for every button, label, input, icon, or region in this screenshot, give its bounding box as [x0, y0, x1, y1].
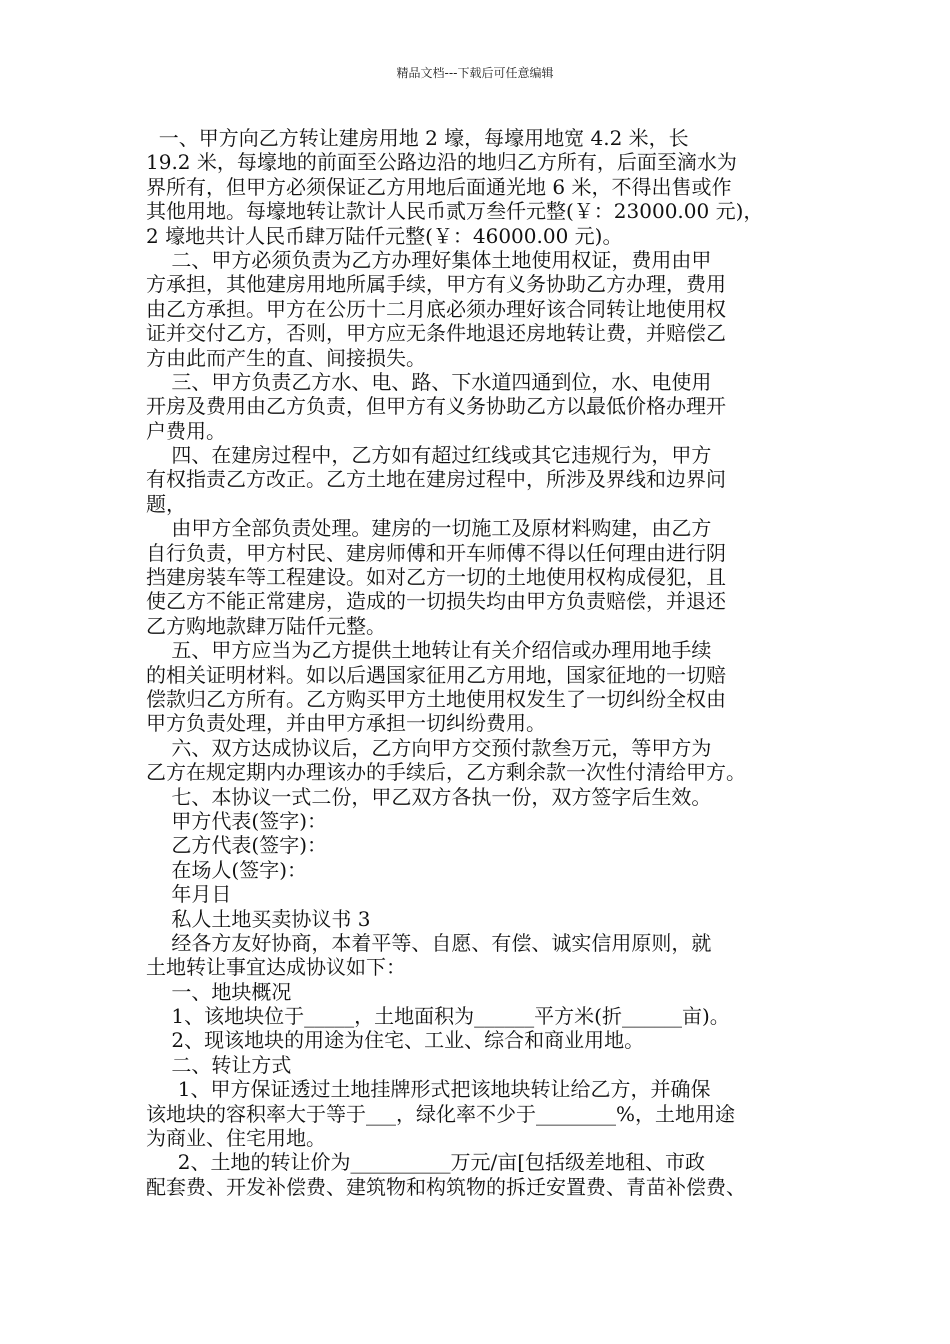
- document-line: 私人土地买卖协议书 3: [146, 906, 371, 931]
- document-line: 1、该地块位于_____，土地面积为______平方米(折______亩)。: [146, 1004, 730, 1029]
- document-line: 乙方代表(签字)：: [146, 833, 328, 858]
- document-line: 二、甲方必须负责为乙方办理好集体土地使用权证，费用由甲: [146, 247, 712, 272]
- document-line: 证并交付乙方，否则，甲方应无条件地退还房地转让费，并赔偿乙: [146, 321, 726, 346]
- document-line: 有权指责乙方改正。乙方土地在建房过程中，所涉及界线和边界问: [146, 467, 726, 492]
- document-line: 为商业、住宅用地。: [146, 1126, 326, 1151]
- document-line: 该地块的容积率大于等于___，绿化率不少于________%，土地用途: [146, 1101, 736, 1126]
- document-line: 一、地块概况: [146, 979, 292, 1004]
- document-line: 由甲方全部负责处理。建房的一切施工及原材料购建，由乙方: [146, 516, 712, 541]
- document-line: 土地转让事宜达成协议如下：: [146, 955, 406, 980]
- document-line: 使乙方不能正常建房，造成的一切损失均由甲方负责赔偿，并退还: [146, 589, 726, 614]
- document-line: 甲方负责处理，并由甲方承担一切纠纷费用。: [146, 711, 546, 736]
- document-line: 经各方友好协商，本着平等、自愿、有偿、诚实信用原则，就: [146, 930, 712, 955]
- document-line: 19.2 米，每壕地的前面至公路边沿的地归乙方所有，后面至滴水为: [146, 150, 737, 175]
- document-line: 1、甲方保证透过土地挂牌形式把该地块转让给乙方，并确保: [146, 1077, 711, 1102]
- document-line: 的相关证明材料。如以后遇国家征用乙方用地，国家征地的一切赔: [146, 662, 726, 687]
- document-line: 偿款归乙方所有。乙方购买甲方土地使用权发生了一切纠纷全权由: [146, 686, 726, 711]
- document-line: 五、甲方应当为乙方提供土地转让有关介绍信或办理用地手续: [146, 638, 712, 663]
- document-line: 2 壕地共计人民币肆万陆仟元整(￥：46000.00 元)。: [146, 223, 623, 248]
- document-line: 自行负责，甲方村民、建房师傅和开车师傅不得以任何理由进行阴: [146, 540, 726, 565]
- document-line: 二、转让方式: [146, 1052, 292, 1077]
- document-line: 七、本协议一式二份，甲乙双方各执一份，双方签字后生效。: [146, 784, 712, 809]
- document-line: 乙方在规定期内办理该办的手续后，乙方剩余款一次性付清给甲方。: [146, 760, 746, 785]
- document-line: 乙方购地款肆万陆仟元整。: [146, 613, 386, 638]
- document-line: 三、甲方负责乙方水、电、路、下水道四通到位，水、电使用: [146, 369, 712, 394]
- document-line: 四、在建房过程中，乙方如有超过红线或其它违规行为，甲方: [146, 443, 712, 468]
- document-line: 其他用地。每壕地转让款计人民币贰万叁仟元整(￥：23000.00 元)，: [146, 199, 764, 224]
- document-line: 六、双方达成协议后，乙方向甲方交预付款叁万元，等甲方为: [146, 735, 712, 760]
- document-line: 界所有，但甲方必须保证乙方用地后面通光地 6 米，不得出售或作: [146, 174, 732, 199]
- document-line: 2、土地的转让价为__________万元/亩[包括级差地租、市政: [146, 1150, 706, 1175]
- document-line: 年月日: [146, 882, 232, 907]
- document-line: 甲方代表(签字)：: [146, 808, 328, 833]
- document-line: 户费用。: [146, 418, 226, 443]
- document-line: 一、甲方向乙方转让建房用地 2 壕，每壕用地宽 4.2 米，长: [146, 126, 689, 150]
- document-line: 开房及费用由乙方负责，但甲方有义务协助乙方以最低价格办理开: [146, 394, 726, 419]
- document-body: [146, 126, 816, 1199]
- page-header: 精品文档---下载后可任意编辑: [396, 66, 554, 80]
- document-line: 方由此而产生的直、间接损失。: [146, 345, 426, 370]
- document-line: 由乙方承担。甲方在公历十二月底必须办理好该合同转让地使用权: [146, 296, 726, 321]
- document-line: 2、现该地块的用途为住宅、工业、综合和商业用地。: [146, 1028, 645, 1053]
- document-line: 题，: [146, 491, 186, 516]
- document-line: 方承担，其他建房用地所属手续，甲方有义务协助乙方办理，费用: [146, 272, 726, 297]
- document-line: 挡建房装车等工程建设。如对乙方一切的土地使用权构成侵犯，且: [146, 565, 726, 590]
- document-line: 配套费、开发补偿费、建筑物和构筑物的拆迁安置费、青苗补偿费、: [146, 1174, 746, 1199]
- document-line: 在场人(签字)：: [146, 857, 308, 882]
